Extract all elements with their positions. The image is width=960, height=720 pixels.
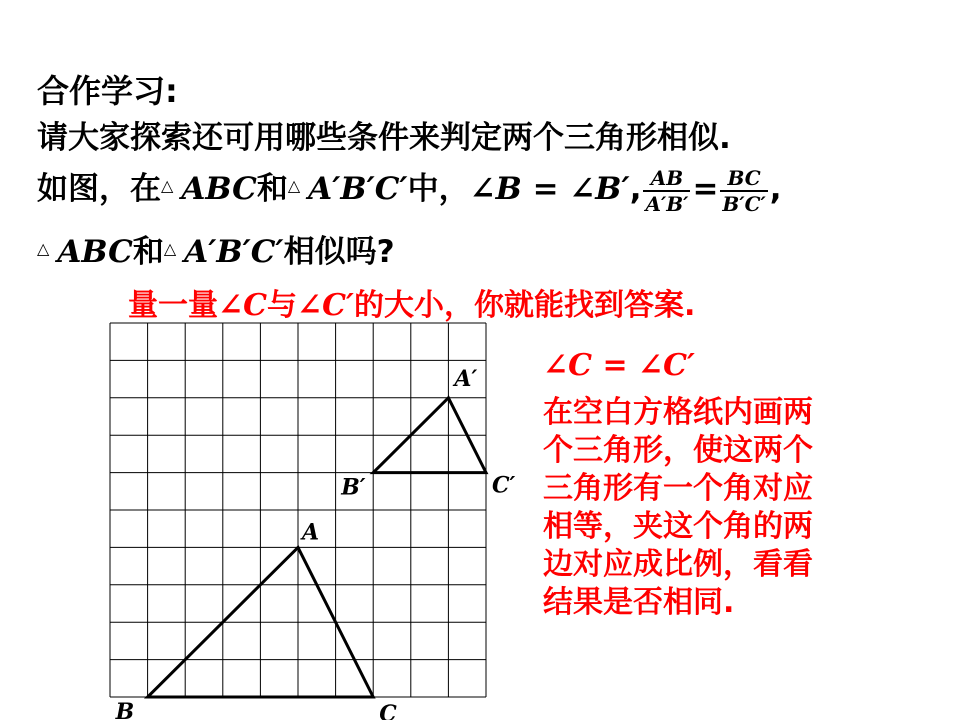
instruction-paragraph: 在空白方格纸内画两 个三角形，使这两个 三角形有一个角对应 相等，夹这个角的两 边对应成比例，看看 结果是否相同. — [543, 395, 813, 620]
triangle-symbol: △ — [37, 239, 50, 258]
similar-question-suffix: 相似吗? — [283, 234, 395, 270]
vertex-label-a2: A′ — [454, 365, 478, 392]
vertex-label-b: B — [115, 699, 135, 720]
question: 请大家探索还可用哪些条件来判定两个三角形相似. — [37, 120, 731, 156]
and-word: 和 — [256, 171, 288, 207]
comma: , — [629, 171, 642, 207]
fraction-ab-denominator: A′B′ — [645, 191, 689, 216]
triangle-abc: ABC — [181, 171, 257, 207]
triangle-a1b1c1: A′B′C′ — [184, 234, 284, 270]
given-prefix: 如图，在 — [37, 171, 161, 207]
comma-end: , — [769, 171, 782, 207]
vertex-label-c2: C′ — [492, 472, 516, 499]
vertex-label-a: A — [302, 519, 320, 546]
middle-word: 中， — [407, 171, 470, 207]
fraction-ab-numerator: AB — [643, 166, 690, 192]
hint-part2: 与 — [267, 288, 298, 323]
fraction-bc-denominator: B′C′ — [722, 191, 766, 216]
vertex-label-c: C — [379, 701, 397, 720]
equals-sign: = — [692, 171, 719, 207]
angle-c1: ∠C′ — [297, 288, 354, 323]
hint-part1: 量一量 — [128, 288, 218, 323]
angle-b-equality: ∠B = ∠B′ — [469, 171, 630, 207]
and-word: 和 — [132, 234, 164, 270]
angle-c: ∠C — [218, 288, 268, 323]
triangle-symbol: △ — [163, 239, 177, 258]
hint-part3: 的大小，你就能找到答案. — [353, 288, 696, 323]
heading: 合作学习: — [37, 72, 178, 110]
triangle-symbol: △ — [287, 176, 301, 195]
triangle-abc: ABC — [57, 234, 133, 270]
vertex-label-b2: B′ — [341, 474, 366, 501]
triangle-symbol: △ — [161, 176, 174, 195]
fraction-bc-numerator: BC — [720, 166, 767, 192]
angle-result: ∠C = ∠C′ — [543, 348, 695, 383]
triangle-a1b1c1: A′B′C′ — [308, 171, 408, 207]
